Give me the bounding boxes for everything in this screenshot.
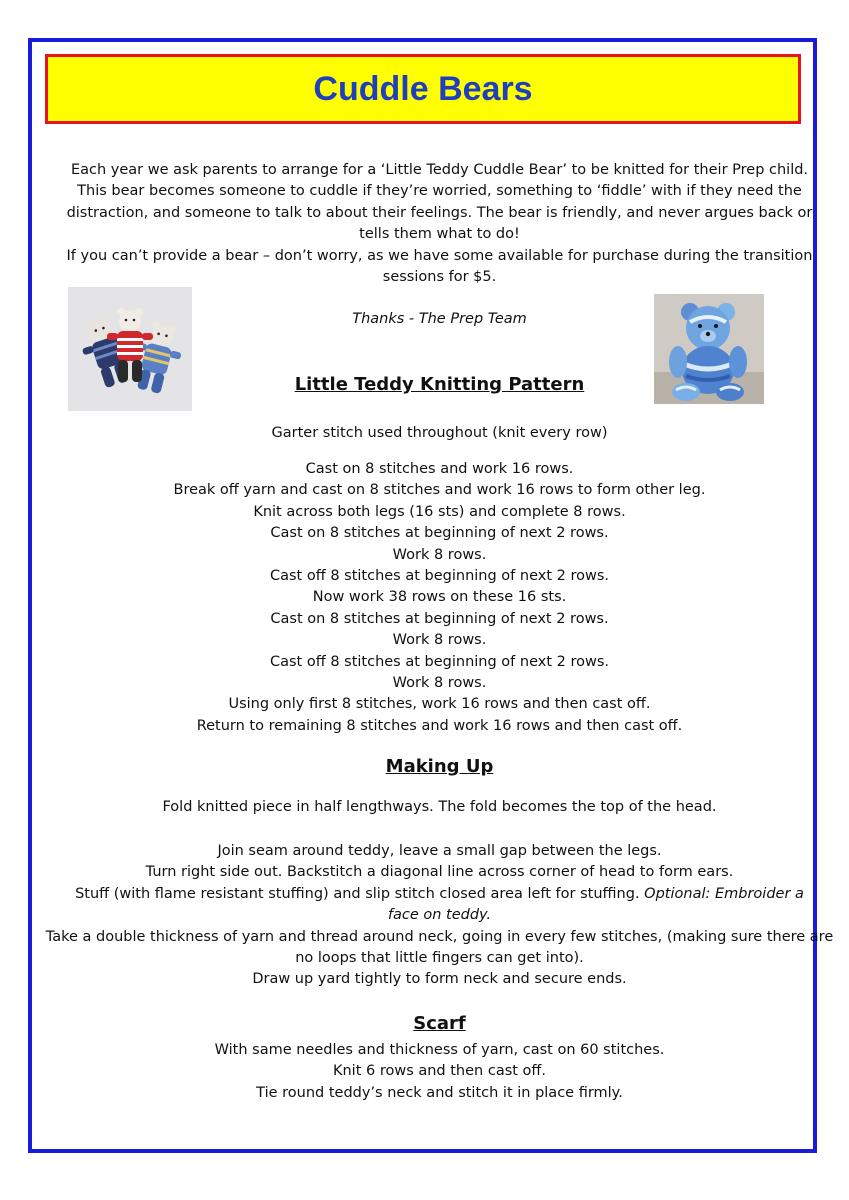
- pattern-step: Work 8 rows.: [392, 546, 487, 563]
- making-up-heading: Making Up: [385, 756, 494, 777]
- making-up-step: Turn right side out. Backstitch a diagonal line across corner of head to form ears.: [145, 864, 734, 881]
- pattern-step: Cast on 8 stitches at beginning of next 2 rows.: [270, 525, 609, 542]
- pattern-step: Cast off 8 stitches at beginning of next 2 rows.: [269, 653, 609, 670]
- page-title: Cuddle Bears: [313, 69, 533, 108]
- intro-line: sessions for $5.: [382, 269, 497, 286]
- making-up-step: Join seam around teddy, leave a small gap between the legs.: [217, 843, 662, 859]
- scarf-step: Knit 6 rows and then cast off.: [332, 1063, 547, 1080]
- intro-line: distraction, and someone to talk to about their feelings. The bear is friendly, and never argues back or: [66, 204, 813, 221]
- stuff-text: Stuff (with flame resistant stuffing) and slip stitch closed area left for stuffing.: [75, 885, 645, 902]
- pattern-step: Cast off 8 stitches at beginning of next 2 rows.: [269, 568, 609, 585]
- scarf-step: Tie round teddy’s neck and stitch it in place firmly.: [256, 1084, 623, 1101]
- making-up-fold: Fold knitted piece in half lengthways. The fold becomes the top of the head.: [162, 799, 717, 815]
- scarf-step: With same needles and thickness of yarn, cast on 60 stitches.: [214, 1042, 665, 1058]
- making-up-step: [40, 884, 839, 905]
- intro-line: This bear becomes someone to cuddle if they’re worried, something to ‘fiddle’ with if they need the: [77, 183, 802, 200]
- intro-line: Each year we ask parents to arrange for a ‘Little Teddy Cuddle Bear’ to be knitted for their Prep child.: [70, 162, 809, 178]
- pattern-step: Break off yarn and cast on 8 stitches and work 16 rows to form other leg.: [173, 482, 706, 499]
- pattern-step: Cast on 8 stitches at beginning of next 2 rows.: [270, 610, 609, 627]
- intro-line: If you can’t provide a bear – don’t worry, as we have some available for purchase during the transition: [66, 247, 813, 264]
- making-up-step: Draw up yard tightly to form neck and secure ends.: [252, 971, 627, 988]
- pattern-step: Return to remaining 8 stitches and work 16 rows and then cast off.: [196, 717, 683, 734]
- pattern-step: Now work 38 rows on these 16 sts.: [312, 589, 567, 606]
- pattern-step: Using only first 8 stitches, work 16 rows and then cast off.: [228, 696, 651, 713]
- making-up-step: face on teddy.: [387, 907, 492, 924]
- pattern-note: Garter stitch used throughout (knit every row): [271, 425, 608, 441]
- optional-text: Optional: Embroider a: [644, 885, 804, 902]
- pattern-steps: [40, 459, 839, 737]
- intro-paragraph: [40, 160, 839, 288]
- intro-line: tells them what to do!: [359, 226, 520, 243]
- title-banner: [45, 54, 801, 124]
- pattern-step: Work 8 rows.: [392, 632, 487, 649]
- pattern-step: Work 8 rows.: [392, 675, 487, 692]
- scarf-steps: [40, 1040, 839, 1104]
- pattern-heading: Little Teddy Knitting Pattern: [294, 374, 585, 395]
- making-up-step: no loops that little fingers can get into).: [295, 950, 584, 967]
- pattern-step: Knit across both legs (16 sts) and complete 8 rows.: [253, 503, 626, 520]
- pattern-step: Cast on 8 stitches and work 16 rows.: [305, 461, 574, 477]
- making-up-steps: [40, 841, 839, 991]
- making-up-step: Take a double thickness of yarn and thread around neck, going in every few stitches, (making sure there are: [45, 928, 834, 945]
- thanks-note: Thanks - The Prep Team: [352, 311, 527, 327]
- scarf-heading: Scarf: [413, 1013, 466, 1034]
